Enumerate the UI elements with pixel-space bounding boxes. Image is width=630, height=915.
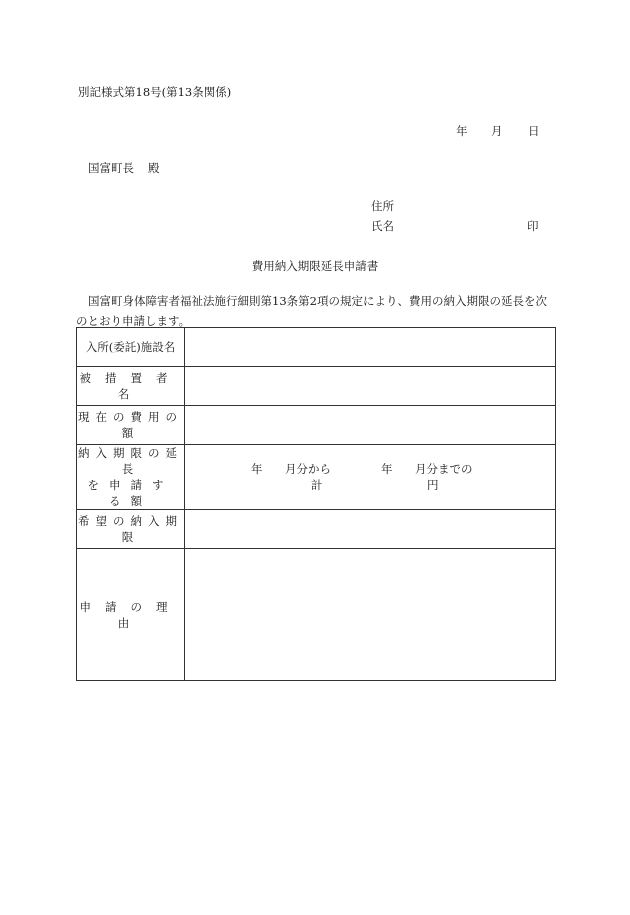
desired-deadline-field[interactable] (185, 510, 556, 549)
period-month-to: 月分までの (415, 462, 473, 476)
current-cost-field[interactable] (185, 406, 556, 445)
document-title: 費用納入期限延長申請書 (251, 259, 379, 273)
desired-deadline-label: 希望の納入期限 (77, 510, 185, 549)
facility-label: 入所(委託)施設名 (77, 328, 185, 367)
addressee: 国富町長 (88, 161, 134, 175)
person-label: 被措置者名 (77, 367, 185, 406)
reason-label: 申請の理由 (77, 549, 185, 681)
extension-label-line1: 納入期限の延長 (78, 446, 183, 476)
table-row (77, 328, 556, 367)
period-year-2: 年 (381, 462, 393, 476)
reason-field[interactable] (185, 549, 556, 681)
application-form-table (76, 327, 556, 681)
period-line (185, 461, 555, 477)
name-label: 氏名 (371, 219, 394, 233)
total-label: 計 (311, 478, 323, 492)
body-text: 国富町身体障害者福祉法施行細則第13条第2項の規定により、費用の納入期限の延長を次のとおり申請します。 (76, 294, 547, 328)
date-month-label: 月 (491, 124, 503, 138)
addressee-honorific: 殿 (148, 161, 160, 175)
table-row (77, 549, 556, 681)
current-cost-label: 現在の費用の額 (77, 406, 185, 445)
date-day-label: 日 (528, 124, 540, 138)
table-row (77, 406, 556, 445)
person-field[interactable] (185, 367, 556, 406)
form-number: 別記様式第18号(第13条関係) (78, 85, 232, 99)
yen-label: 円 (427, 478, 439, 492)
extension-field[interactable] (185, 445, 556, 510)
total-line (185, 477, 555, 493)
extension-label-line2: を申請する額 (87, 478, 174, 508)
address-label: 住所 (371, 199, 394, 213)
facility-field[interactable] (185, 328, 556, 367)
date-year-label: 年 (456, 124, 468, 138)
table-row (77, 445, 556, 510)
table-row (77, 510, 556, 549)
seal-label: 印 (527, 219, 539, 233)
period-month-from: 月分から (285, 462, 331, 476)
period-year-1: 年 (251, 462, 263, 476)
table-row (77, 367, 556, 406)
extension-label (77, 445, 185, 510)
